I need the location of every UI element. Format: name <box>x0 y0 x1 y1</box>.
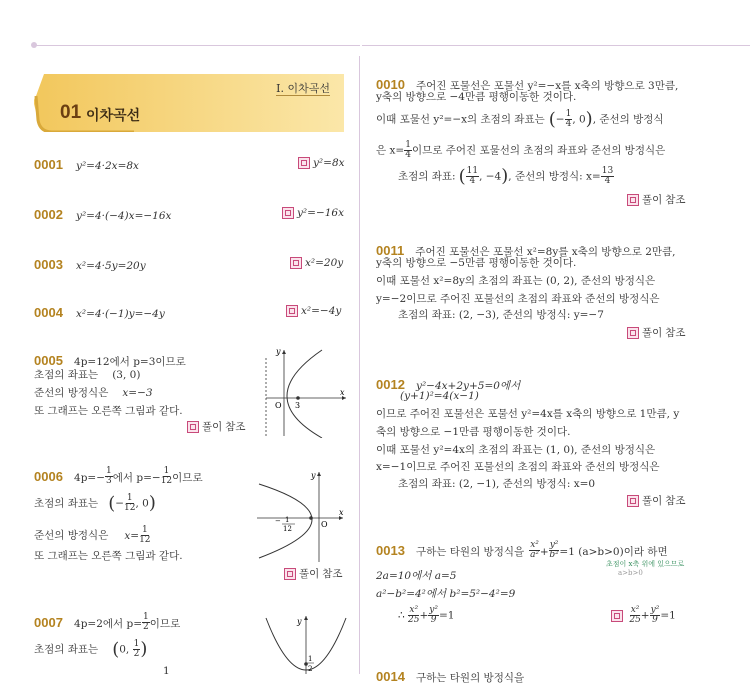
problem-0004 <box>34 302 165 321</box>
problem-0003 <box>34 254 146 273</box>
tick-label: 3 <box>295 401 301 410</box>
origin-label: O <box>321 520 328 529</box>
result-line: 초점의 좌표: (2, −3), 준선의 방정식: y=−7 <box>398 309 604 321</box>
problem-0011: 0011 주어진 포물선은 포물선 x²=8y를 x축의 방향으로 2만큼, <box>376 243 676 258</box>
result-line: ∴ $\frac{\text{x²}}{25}$ + $\frac{\text{y²}}{9}$ =1 <box>398 605 455 625</box>
tick-denominator: 2 <box>308 665 313 673</box>
problem-line: 축의 방향으로 −1만큼 평행이동한 것이다. <box>376 426 571 438</box>
problem-number: 0002 <box>34 207 63 222</box>
answer-icon <box>627 327 639 339</box>
focus-line: 초점의 좌표는 (− $\frac{1}{12}$ , 0) <box>34 492 156 514</box>
frame-line-right <box>362 45 750 46</box>
problem-line: 4p=12에서 p=3이므로 <box>74 356 186 368</box>
problem-line: y축의 방향으로 −4만큼 평행이동한 것이다. <box>376 91 577 103</box>
problem-work: x²=4·5y=20y <box>76 260 146 272</box>
problem-0013: 0013 구하는 타원의 방정식을 $\frac{\text{x²}}{\text{a²}}$ + $\frac{\text{y²}}{\text{b²}}$ =1 (a>b>0)이라 하면 <box>376 540 668 560</box>
answer-icon <box>187 421 199 433</box>
graph-note: 또 그래프는 오른쪽 그림과 같다. <box>34 550 183 562</box>
problem-line: a²−b²=4²에서 b²=5²−4²=9 <box>376 588 516 600</box>
directrix-line: 준선의 방정식은 x=−3 <box>34 387 153 399</box>
frame-line-left <box>34 45 360 46</box>
problem-line: 2a=10에서 a=5 <box>376 570 457 582</box>
problem-number: 0004 <box>34 305 63 320</box>
problem-work: x²=4·(−1)y=−4y <box>76 308 165 320</box>
origin-label: O <box>275 401 282 410</box>
answer-0006: 풀이 참조 <box>284 568 343 580</box>
problem-line: (y+1)²=4(x−1) <box>400 390 479 402</box>
problem-0010: 0010 주어진 포물선은 포물선 y²=−x를 x축의 방향으로 3만큼, <box>376 77 679 92</box>
problem-number: 0013 <box>376 543 405 558</box>
graph-0005 <box>262 346 350 438</box>
y-label: y <box>311 471 316 480</box>
problem-line: 이때 포물선 y²=4x의 초점의 좌표는 (1, 0), 준선의 방정식은 <box>376 444 656 456</box>
problem-number: 0003 <box>34 257 63 272</box>
problem-line: 이므로 주어진 포물선은 포물선 y²=4x를 x축의 방향으로 1만큼, y <box>376 408 680 420</box>
problem-0002 <box>34 204 171 223</box>
problem-line: 이때 포물선 x²=8y의 초점의 좌표는 (0, 2), 준선의 방정식은 <box>376 275 656 287</box>
cut-fraction: 1 <box>163 665 170 677</box>
y-axis-arrow <box>282 350 286 354</box>
directrix-line: 준선의 방정식은 x= $\frac{1}{12}$ <box>34 525 151 545</box>
problem-0007: 0007 4p=2에서 p= $\frac{1}{2}$ 이므로 <box>34 612 181 632</box>
problem-number: 0001 <box>34 157 63 172</box>
graph-note: 또 그래프는 오른쪽 그림과 같다. <box>34 405 183 417</box>
focus-line: 초점의 좌표는 (0, $\frac{1}{2}$ ) <box>34 638 148 660</box>
problem-work: y²=4·(−4)x=−16x <box>76 210 172 222</box>
answer-0001: y²=8x <box>298 157 345 169</box>
focus-point <box>309 516 313 520</box>
focus-point <box>296 396 300 400</box>
tick-sign: − <box>275 517 281 525</box>
answer-icon <box>627 495 639 507</box>
answer-0010: 풀이 참조 <box>627 194 686 206</box>
answer-0012: 풀이 참조 <box>627 495 686 507</box>
problem-line: 은 x= $\frac{1}{4}$ 이므로 주어진 포물선의 초점의 좌표와 준선의 방정식은 <box>376 140 666 160</box>
annotation-note: 초점이 x축 위에 있으므로 <box>606 560 685 568</box>
problem-number: 0006 <box>34 469 63 484</box>
problem-0012: 0012 y²−4x+2y+5=0에서 <box>376 377 521 392</box>
answer-0005: 풀이 참조 <box>187 421 246 433</box>
answer-icon <box>284 568 296 580</box>
problem-number: 0010 <box>376 77 405 92</box>
column-divider <box>359 56 360 674</box>
problem-line: y=−2이므로 주어진 포물선의 초점의 좌표와 준선의 방정식은 <box>376 293 660 305</box>
chapter-label: Ⅰ. 이차곡선 <box>276 82 330 95</box>
tick-numerator: 1 <box>308 655 313 663</box>
x-label: x <box>339 508 344 517</box>
problem-number: 0005 <box>34 353 63 368</box>
parabola-curve <box>287 350 322 438</box>
graph-0007 <box>262 612 348 674</box>
problem-line: x=−1이므로 주어진 포물선의 초점의 좌표와 준선의 방정식은 <box>376 461 660 473</box>
answer-0011: 풀이 참조 <box>627 327 686 339</box>
answer-icon <box>282 207 294 219</box>
problem-line: y축의 방향으로 −5만큼 평행이동한 것이다. <box>376 257 577 269</box>
tick-denominator: 12 <box>283 525 292 533</box>
problem-number: 0007 <box>34 615 63 630</box>
section-number: 01 <box>60 102 82 123</box>
answer-0003: x²=20y <box>290 257 343 269</box>
y-axis-arrow <box>317 472 321 476</box>
result-line: 초점의 좌표: ( $\frac{11}{4}$ , −4), 준선의 방정식: x= $\frac{13}{4}$ <box>398 165 614 187</box>
section-title: 이차곡선 <box>86 107 141 123</box>
answer-icon <box>611 610 623 622</box>
problem-0006: 0006 4p=− $\frac{1}{3}$ 에서 p=− $\frac{1}{12}$ 이므로 <box>34 466 203 486</box>
answer-icon <box>298 157 310 169</box>
answer-0013: $\frac{\text{x²}}{25}$ + $\frac{\text{y²}}{9}$ =1 <box>611 606 676 625</box>
problem-number: 0014 <box>376 669 405 684</box>
answer-icon <box>627 194 639 206</box>
section-banner <box>34 74 344 132</box>
result-line: 초점의 좌표: (2, −1), 준선의 방정식: x=0 <box>398 478 596 490</box>
tick-numerator: 1 <box>285 516 290 524</box>
problem-0001 <box>34 154 139 173</box>
graph-0006 <box>255 466 350 564</box>
problem-line: 이때 포물선 y²=−x의 초점의 좌표는 (− $\frac{1}{4}$ , 0), 준선의 방정식 <box>376 108 664 130</box>
answer-icon <box>286 305 298 317</box>
answer-0002: y²=−16x <box>282 207 344 219</box>
problem-number: 0012 <box>376 377 405 392</box>
problem-work: y²=4·2x=8x <box>76 160 139 172</box>
problem-number: 0011 <box>376 243 405 258</box>
answer-icon <box>290 257 302 269</box>
focus-line: 초점의 좌표는 (3, 0) <box>34 369 141 381</box>
y-label: y <box>297 617 302 626</box>
problem-0014: 0014 구하는 타원의 방정식을 <box>376 669 525 684</box>
annotation-condition: a>b>0 <box>618 569 643 577</box>
problem-0005 <box>34 350 186 369</box>
y-label: y <box>276 347 281 356</box>
answer-0004: x²=−4y <box>286 305 341 317</box>
y-axis-arrow <box>304 616 308 620</box>
x-label: x <box>340 388 345 397</box>
